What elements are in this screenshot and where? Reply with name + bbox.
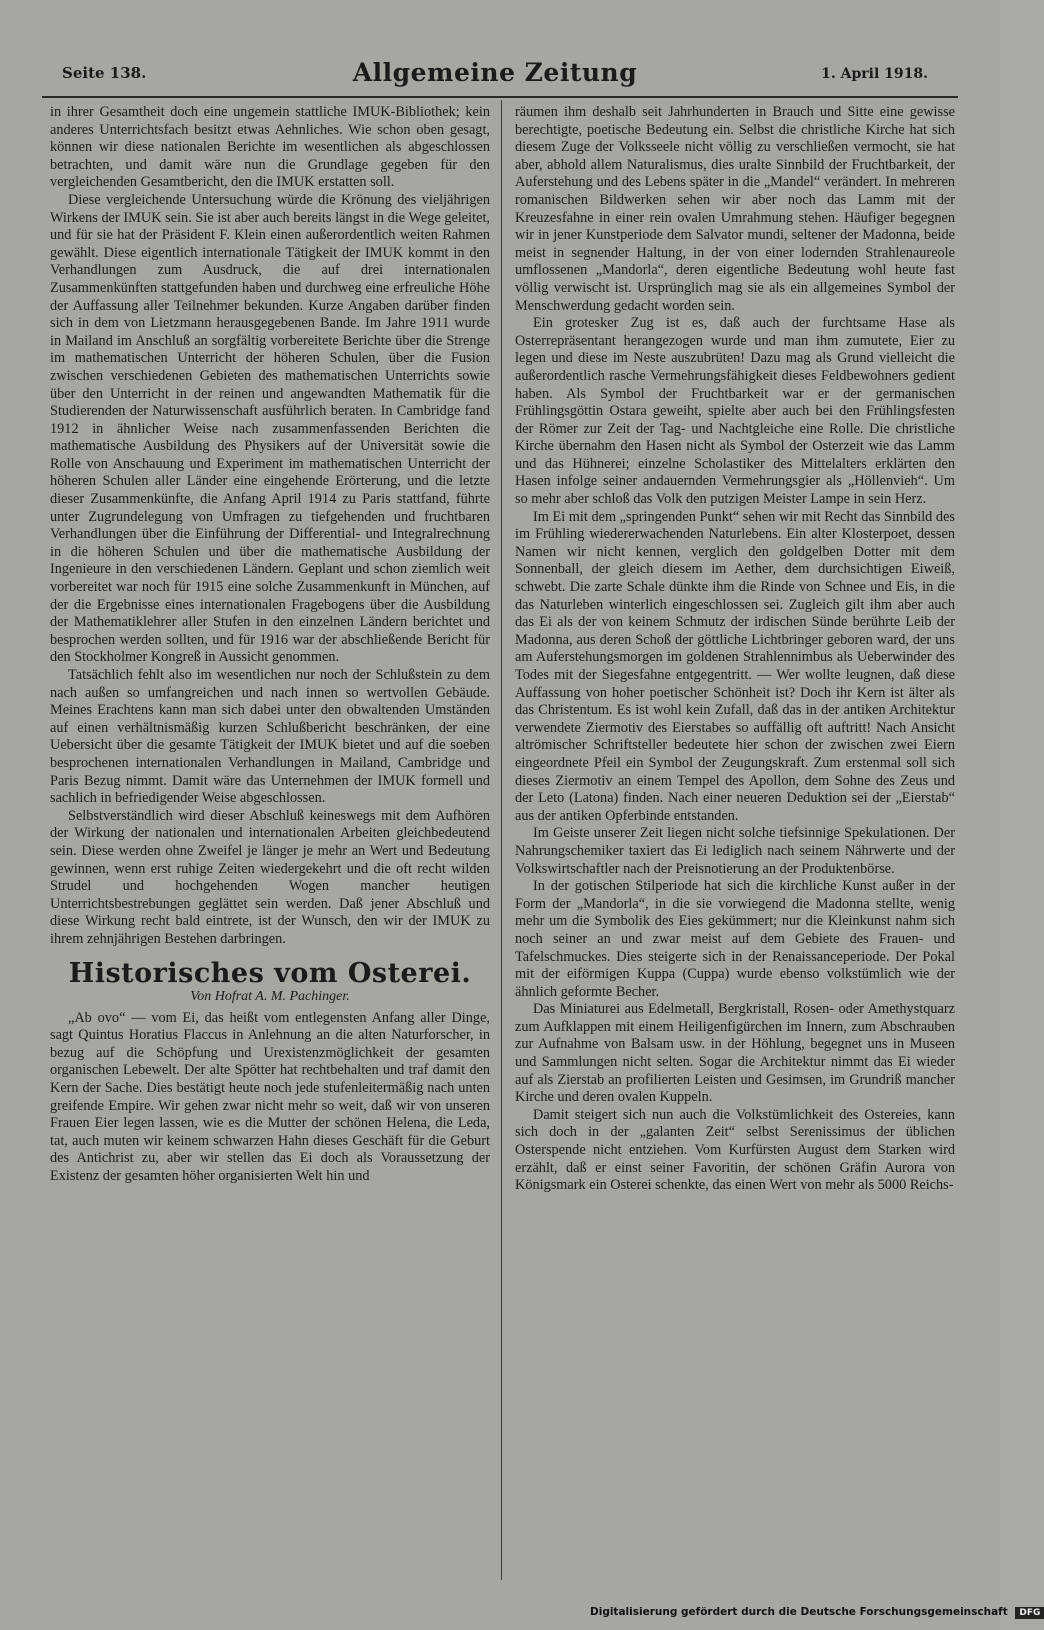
article-paragraph: „Ab ovo“ — vom Ei, das heißt vom entlegensten Anfang aller Dinge, sagt Quintus Horatius Flaccus in Anlehnung an die alten Naturforscher, in bezug auf die Schöpfung und Urexistenzmöglichkeit der gesamten organischen Lebewelt. Der alte Spötter hat rechtbehalten und traf damit den Kern der Sache. Dies bestätigt heute noch jede stufenleitermäßig nach unten greifende Empire. Wir gehen zwar nicht mehr so weit, daß wir von unseren Frauen Eier legen lassen, wie es die Mutter der schönen Helena, die Leda, tat, auch muten wir keinem schwarzen Hahn dieses Geschäft für die Geburt des Antichrist zu, aber wir stellen das Ei doch als Voraussetzung der Existenz der gesamten höher organisierten Welt hin und [50,1009,490,1185]
article-paragraph: Im Geiste unserer Zeit liegen nicht solche tiefsinnige Spekulationen. Der Nahrungschemiker taxiert das Ei lediglich nach seinem Nährwerte und der Volkswirtschaftler nach der Preisnotierung an der Produktenbörse. [515,825,955,877]
page-number: Seite 138. [62,64,147,82]
article-paragraph: räumen ihm deshalb seit Jahrhunderten in Brauch und Sitte eine gewisse berechtigte, poetische Bedeutung ein. Selbst die christliche Kirche hat sich diesem Zuge der Volksseele nicht völlig zu verschließen vermocht, sie hat aber, abhold allem Naturalismus, dies uralte Sinnbild der Fruchtbarkeit, der Auferstehung und des Lebens später in die „Mandel“ verändert. In mehreren romanischen Bildwerken sehen wir aber noch das Lamm mit der Kreuzesfahne in einer rein ovalen Umrahmung stehen. Häufiger begegnen wir in jener Kunstperiode dem Salvator mundi, seltener der Madonna, beide meist in segnender Haltung, in der von einer lodernden Strahlenaureole umflossenen „Mandorla“, deren eigentliche Bedeutung wohl heute fast völlig verwischt ist. Ursprünglich mag sie als ein allgemeines Symbol der Menschwerdung gedacht worden sein. [515,104,955,314]
article-paragraph: Diese vergleichende Untersuchung würde die Krönung des vieljährigen Wirkens der IMUK sein. Sie ist aber auch bereits längst in die Wege geleitet, und für sie hat der Präsident F. Klein einen außerordentlich weiten Rahmen gewählt. Diese eigentlich internationale Tätigkeit der IMUK kommt in den Verhandlungen zum Ausdruck, die auf drei internationalen Zusammenkünften stattgefunden haben und durchweg eine erfreuliche Höhe der Auffassung aller Teilnehmer bekunden. Kurze Angaben darüber finden sich in dem von Lietzmann herausgegebenen Bande. Im Jahre 1911 wurde in Mailand im Anschluß an sorgfältig vorbereitete Berichte über die Strenge im mathematischen Unterricht der höheren Schulen, über die Fusion zwischen verschiedenen Gebieten des mathematischen Unterrichts sowie über den Unterricht in der reinen und angewandten Mathematik für die Studierenden der Naturwissenschaft ausführlich beraten. In Cambridge fand 1912 in ähnlicher Weise nach zusammenfassenden Berichten die mathematische Ausbildung des Physikers auf der Universität sowie die Rolle von Anschauung und Experiment im mathematischen Unterricht der höheren Schulen aller Länder eine eingehende Erörterung, und die letzte dieser Zusammenkünfte, die Anfang April 1914 zu Paris stattfand, führte unter Zugrundelegung von Umfragen zu tiefgehenden und fruchtbaren Verhandlungen über die Einführung der Differential- und Integralrechnung in die höheren Schulen und über die mathematische Ausbildung der Ingenieure in den verschiedenen Ländern. Geplant und schon ziemlich weit vorbereitet war noch für 1915 eine solche Zusammenkunft in München, auf der die Ergebnisse eines internationalen Fragebogens über die Ausbildung der Mathematiklehrer aller Stufen in den einzelnen Ländern berichtet und besprochen werden sollten, und für 1916 war der abschließende Bericht für den Stockholmer Kongreß in Aussicht genommen. [50,191,490,666]
issue-date: 1. April 1918. [821,66,928,82]
article-paragraph: Ein grotesker Zug ist es, daß auch der furchtsame Hase als Osterrepräsentant herangezogen wurde und man ihm zumutete, Eier zu legen und diese im Neste auszubrüten! Dazu mag als Grund vielleicht die außerordentlich rasche Vermehrungsfähigkeit dieses Feldbewohners gedient haben. Als Symbol der Fruchtbarkeit war er der germanischen Frühlingsgöttin Ostara geweiht, spielte aber auch bei den Frühlingsfesten der Römer zur Zeit der Tag- und Nachtgleiche eine Rolle. Die christliche Kirche übernahm den Hasen nicht als Symbol der Osterzeit wie das Lamm und das Hühnerei; einzelne Scholastiker des Mittelalters erklärten den Hasen infolge seiner andauernden Vermehrungsgier als „Höllenvieh“. Um so mehr aber schloß das Volk den putzigen Meister Lampe in sein Herz. [515,315,955,508]
right-column [515,104,955,1195]
section-title: Historisches vom Osterei. [68,957,472,989]
article-paragraph: in ihrer Gesamtheit doch eine ungemein stattliche IMUK-Bibliothek; kein anderes Unterrichtsfach besitzt etwas Aehnliches. Wie schon oben gesagt, können wir diese nationalen Berichte im wesentlichen als abgeschlossen betrachten, und damit wäre nun die Grundlage gegeben für den vergleichenden Gesamtbericht, den die IMUK erstatten soll. [50,104,490,191]
article-paragraph: Damit steigert sich nun auch die Volkstümlichkeit des Ostereies, kann sich doch in der „galanten Zeit“ selbst Serenissimus der üblichen Osterspende nicht entziehen. Vom Kurfürsten August dem Starken wird erzählt, daß er einst seiner Favoritin, der schönen Gräfin Aurora von Königsmark ein Osterei schenkte, das einen Wert von mehr als 5000 Reichs- [515,1106,955,1194]
byline: Von Hofrat A. M. Pachinger. [190,989,350,1005]
article-paragraph: Selbstverständlich wird dieser Abschluß keineswegs mit dem Aufhören der Wirkung der nationalen und internationalen Arbeiten gleichbedeutend sein. Diese werden ohne Zweifel je länger je mehr an Wert und Bedeutung gewinnen, wenn erst ruhige Zeiten wiedergekehrt und die oft recht wilden Strudel und hochgehenden Wogen mancher heutigen Unterrichtsbestrebungen geglättet sein werden. Daß jener Abschluß und diese Wirkung recht bald eintrete, ist der Wunsch, den wir der IMUK zu ihrem zehnjährigen Bestehen darbringen. [50,807,490,947]
dfg-logo: DFG [1015,1607,1044,1619]
article-paragraph: Das Miniaturei aus Edelmetall, Bergkristall, Rosen- oder Amethystquarz zum Aufklappen mit einem Heiligenfigürchen im Innern, zum Abschrauben zur Aufnahme von Balsam usw. in der Höhlung, begegnet uns in Museen und Sammlungen nicht selten. Sogar die Architektur nimmt das Ei wieder auf als Zierstab an profilierten Leisten und Gesimsen, im Grundriß mancher Kirche und deren ovalen Kuppeln. [515,1001,955,1106]
column-separator [501,100,502,1580]
footer-text: Digitalisierung gefördert durch die Deutsche Forschungsgemeinschaft [590,1606,1008,1618]
digitization-footer [590,1606,1041,1626]
article-paragraph: In der gotischen Stilperiode hat sich die kirchliche Kunst außer in der Form der „Mandorla“, in die sie vorwiegend die Madonna stellte, wenig mehr um die Symbolik des Eies gekümmert; nur die Kleinkunst nahm sich noch seiner an und zwar meist auf dem Gebiete des Frauen- und Tafelschmuckes. Dies steigerte sich in der Renaissanceperiode. Der Pokal mit der eiförmigen Kuppa (Cuppa) wurde ebenso volkstümlich wie der ähnlich geformte Becher. [515,878,955,1000]
left-column [50,104,490,1186]
masthead: Allgemeine Zeitung [352,58,638,87]
header-rule [42,96,958,98]
article-paragraph: Im Ei mit dem „springenden Punkt“ sehen wir mit Recht das Sinnbild des im Frühling wiedererwachenden Naturlebens. Ein alter Klosterpoet, dessen Namen wir nicht kennen, verglich den goldgelben Dotter mit dem Sonnenball, der gleich diesem im Aether, dem durchsichtigen Eiweiß, schwebt. Die zarte Schale dünkte ihm die Rinde von Schnee und Eis, in die das Naturleben winterlich eingeschlossen sei. Zugleich gilt ihm aber auch das Ei als der von keinem Schmutz der irdischen Sünde berührte Leib der Madonna, aus deren Schoß der göttliche Lichtbringer geboren ward, der uns am Auferstehungsmorgen im goldenen Strahlennimbus als Ueberwinder des Todes mit der Siegesfahne entgegentritt. — Wer wollte leugnen, daß diese Auffassung von hoher poetischer Schönheit ist? Doch ihr Kern ist älter als das Christentum. Es ist wohl kein Zufall, daß das in der antiken Architektur verwendete Ziermotiv des Eierstabes so auffällig oft auftritt! Nach Ansicht altrömischer Schriftsteller bedeutete hier schon der zwischen zwei Eiern eingeordnete Pfeil ein Symbol der Zeugungskraft. Zum erstenmal soll sich dieses Ziermotiv an einem Tempel des Apollon, dem Sohne des Zeus und der Leto (Latona) finden. Nach einer neueren Deduktion sei der „Eierstab“ aus der antiken Opferbinde entstanden. [515,508,955,824]
article-paragraph: Tatsächlich fehlt also im wesentlichen nur noch der Schlußstein zu dem nach außen so umfangreichen und nach innen so wertvollen Gebäude. Meines Erachtens kann man sich dabei unter den obwaltenden Umständen auf einen verhältnismäßig kurzen Schlußbericht beschränken, der eine Uebersicht über die gesamte Tätigkeit der IMUK bietet und auf die soeben besprochenen internationalen Verhandlungen in Mailand, Cambridge und Paris Bezug nimmt. Damit wäre das Unternehmen der IMUK formell und sachlich in befriedigender Weise abgeschlossen. [50,667,490,807]
page-header [62,58,928,94]
